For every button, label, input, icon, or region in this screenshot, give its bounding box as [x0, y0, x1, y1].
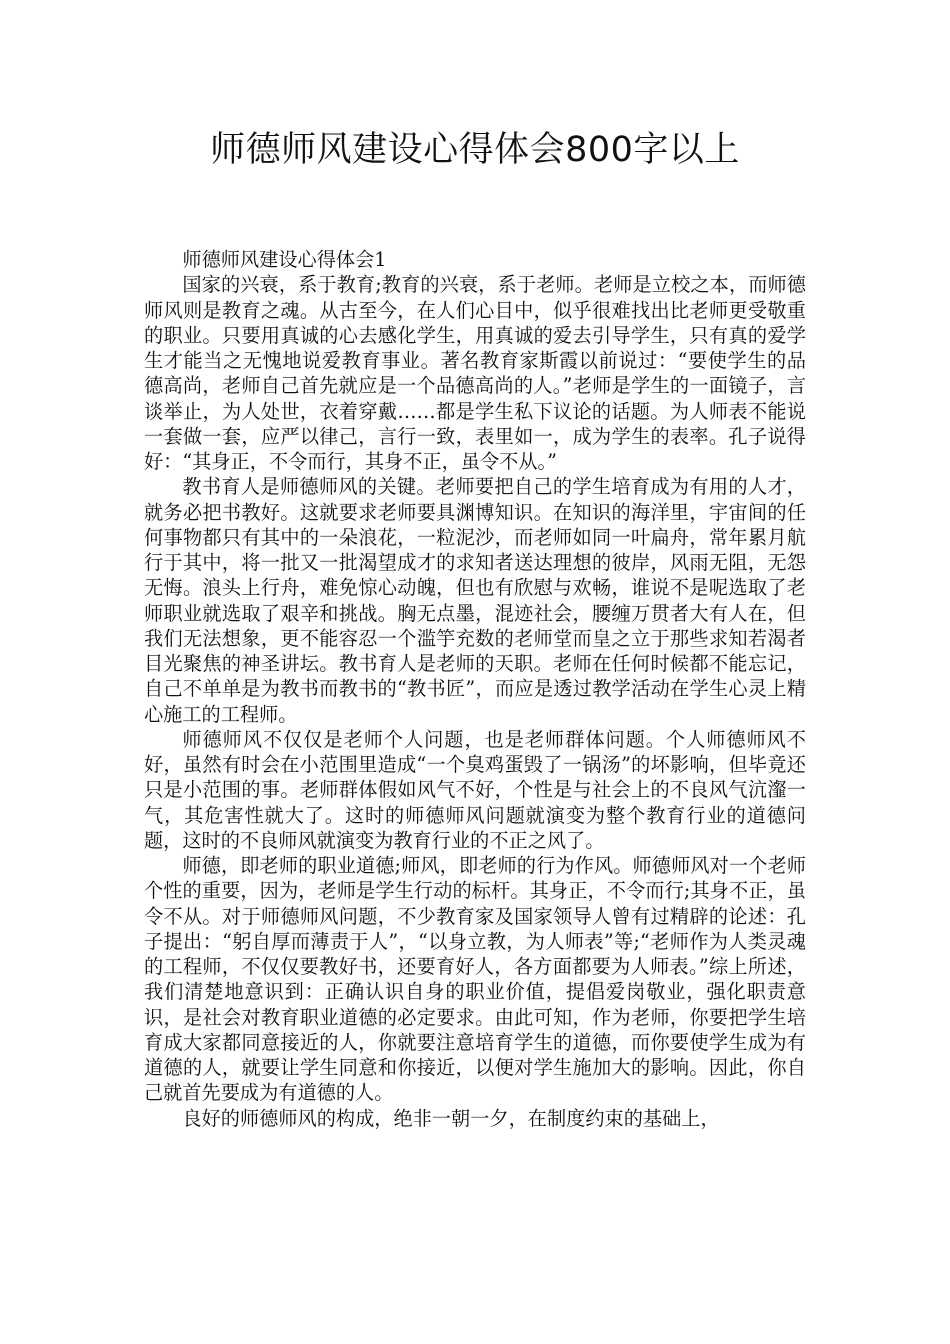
section-heading: 师德师风建设心得体会1 [182, 248, 387, 271]
paragraph: 师德师风不仅仅是老师个人问题，也是老师群体问题。个人师德师风不好，虽然有时会在小范围里造成“一个臭鸡蛋毁了一锅汤”的坏影响，但毕竟还只是小范围的事。老师群体假如风气不好，个性是与社会上的不良风气沆瀣一气，其危害性就大了。这时的师德师风问题就演变为整个教育行业的道德问题，这时的不良师风就演变为教育行业的不正之风了。 [144, 727, 806, 852]
document-title: 师德师风建设心得体会800字以上 [210, 130, 740, 170]
paragraph: 师德，即老师的职业道德;师风，即老师的行为作风。师德师风对一个老师个性的重要，因为，老师是学生行动的标杆。其身正，不令而行;其身不正，虽令不从。对于师德师风问题，不少教育家及国家领导人曾有过精辟的论述：孔子提出：“躬自厚而薄责于人”，“以身立教，为人师表”等;“老师作为人类灵魂的工程师，不仅仅要教好书，还要育好人，各方面都要为人师表。”综上所述，我们清楚地意识到：正确认识自身的职业价值，提倡爱岗敬业，强化职责意识，是社会对教育职业道德的必定要求。由此可知，作为老师，你要把学生培育成大家都同意接近的人，你就要注意培育学生的道德，而你要使学生成为有道德的人，就要让学生同意和你接近，以便对学生施加大的影响。因此，你自己就首先要成为有道德的人。 [144, 854, 806, 1105]
paragraph: 良好的师德师风的构成，绝非一朝一夕，在制度约束的基础上， [182, 1106, 720, 1130]
paragraph: 教书育人是师德师风的关键。老师要把自己的学生培育成为有用的人才，就务必把书教好。这就要求老师要具渊博知识。在知识的海洋里，宇宙间的任何事物都只有其中的一朵浪花，一粒泥沙，而老师如同一叶扁舟，常年累月航行于其中，将一批又一批渴望成才的求知者送达理想的彼岸，风雨无阻，无怨无悔。浪头上行舟，难免惊心动魄，但也有欣慰与欢畅，谁说不是呢选取了老师职业就选取了艰辛和挑战。胸无点墨，混迹社会，腰缠万贯者大有人在，但我们无法想象，更不能容忍一个滥竽充数的老师堂而皇之立于那些求知若渴者目光聚焦的神圣讲坛。教书育人是老师的天职。老师在任何时候都不能忘记，自己不单单是为教书而教书的“教书匠”，而应是透过教学活动在学生心灵上精心施工的工程师。 [144, 475, 806, 726]
paragraph: 国家的兴衰，系于教育;教育的兴衰，系于老师。老师是立校之本，而师德师风则是教育之魂。从古至今，在人们心目中，似乎很难找出比老师更受敬重的职业。只要用真诚的心去感化学生，用真诚的爱去引导学生，只有真的爱学生才能当之无愧地说爱教育事业。著名教育家斯霞以前说过：“要使学生的品德高尚，老师自己首先就应是一个品德高尚的人。”老师是学生的一面镜子，言谈举止，为人处世，衣着穿戴……都是学生私下议论的话题。为人师表不能说一套做一套，应严以律己，言行一致，表里如一，成为学生的表率。孔子说得好：“其身正，不令而行，其身不正，虽令不从。” [144, 273, 806, 473]
document-body [144, 247, 806, 1131]
